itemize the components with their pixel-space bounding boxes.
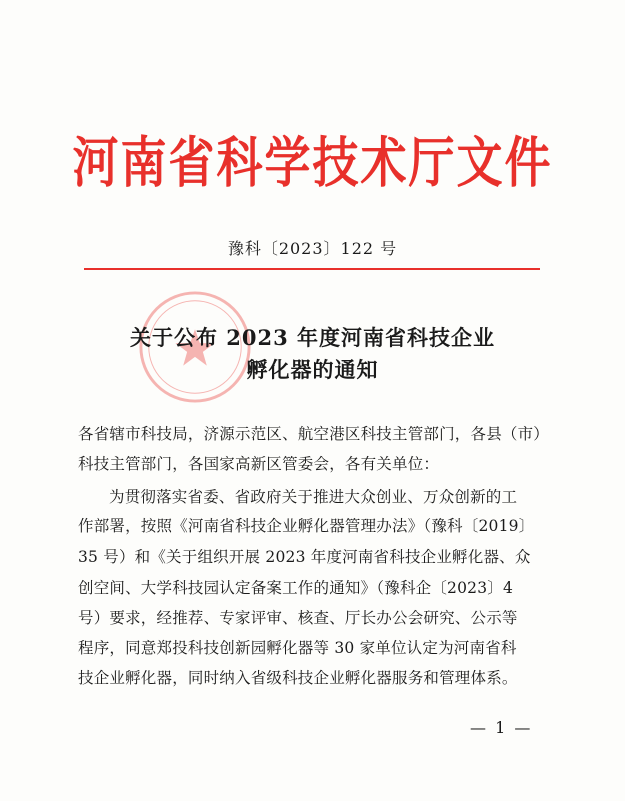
document-number: 豫科〔2023〕122 号 [227,239,398,258]
body-line: 程序，同意郑投科技创新园孵化器等 30 家单位认定为河南省科 [78,639,517,657]
body-line: 创空间、大学科技园认定备案工作的通知》（豫科企〔2023〕4 [78,579,514,597]
body-line: 技企业孵化器，同时纳入省级科技企业孵化器服务和管理体系。 [78,669,518,687]
body-line: 为贯彻落实省委、省政府关于推进大众创业、万众创新的工 [109,488,518,506]
body-line: 科技主管部门，各国家高新区管委会，各有关单位： [78,455,440,473]
issuer-title: 河南省科学技术厅文件 [72,130,553,195]
notice-title-line-1: 关于公布 2023 年度河南省科技企业 [129,325,496,350]
page-number: — 1 — [470,718,533,737]
body-line: 各省辖市科技局，济源示范区、航空港区科技主管部门，各县（市） [78,425,550,443]
red-divider-line [84,268,540,270]
notice-title-line-2: 孵化器的通知 [246,357,379,382]
body-line: 35 号）和《关于组织开展 2023 年度河南省科技企业孵化器、众 [78,548,531,566]
body-line: 号）要求，经推荐、专家评审、核查、厅长办公会研究、公示等 [78,609,518,627]
body-line: 作部署，按照《河南省科技企业孵化器管理办法》（豫科〔2019〕 [78,517,535,535]
